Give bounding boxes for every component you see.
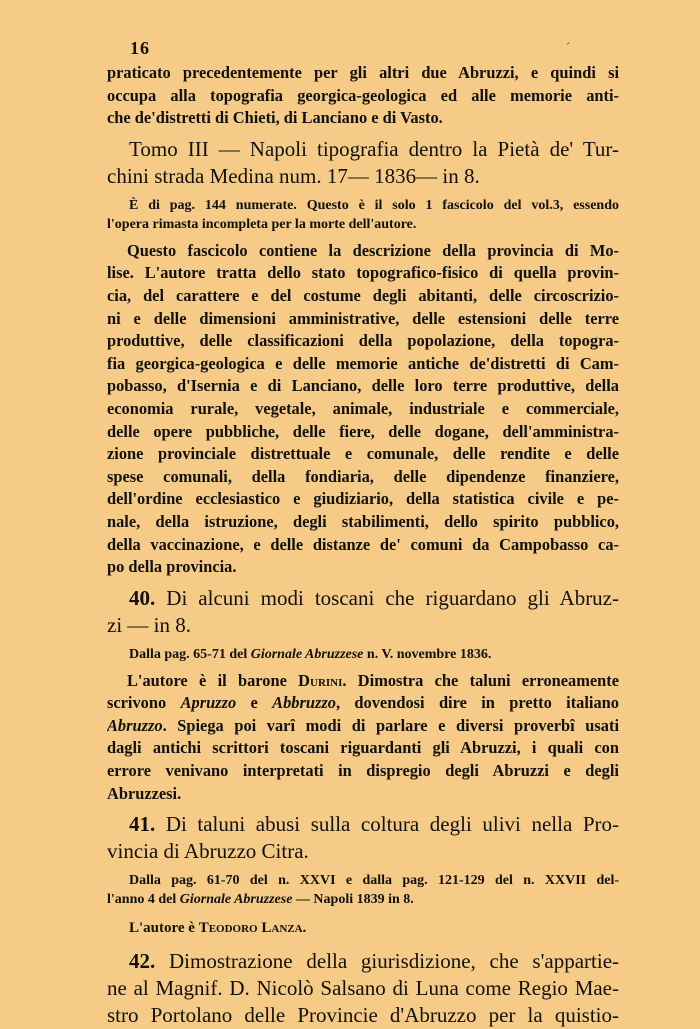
italic-word: Abbruzzo	[272, 693, 336, 713]
author-name: Teodoro Lanza	[198, 920, 303, 937]
entry-number: 41.	[129, 812, 156, 837]
note-line: Dalla pag. 61-70 del n. XXVI e dalla pag. 121-129 del n. XXVII del-	[129, 873, 619, 889]
entry-40-paragraph	[107, 670, 619, 806]
heading-text: Di taluni abusi sulla coltura degli ulivi nella Pro-	[165, 812, 619, 837]
heading-line: vincia di Abruzzo Citra.	[107, 839, 309, 864]
text-span: . Dimostra che taluni erroneamente	[342, 670, 619, 690]
italic-word: Apruzzo	[180, 693, 237, 713]
text-line: occupa alla topografia georgica-geologica ed alle memorie anti-	[107, 85, 619, 105]
note-text: n. V. novembre 1836.	[363, 646, 492, 662]
heading-text: Di alcuni modi toscani che riguardano gli Abruz-	[166, 585, 619, 610]
text-span: e	[236, 693, 273, 713]
text-line: produttive, delle classificazioni della popolazione, della topogra-	[107, 331, 619, 351]
text-line: zione provinciale distrettuale e comunale, delle rendite e delle	[107, 444, 619, 464]
text-line: ni e delle dimensioni amministrative, delle estensioni delle terre	[107, 308, 619, 328]
page-number: 16	[130, 38, 150, 58]
journal-title: Giornale Abruzzese	[250, 646, 364, 662]
heading-line	[107, 948, 619, 975]
note-line: l'opera rimasta incompleta per la morte dell'autore.	[107, 216, 417, 232]
text-line: dagli antichi scrittori toscani riguardanti gli Abruzzi, i quali con	[107, 738, 619, 758]
entry-40-heading	[107, 585, 619, 639]
note-text: l'anno 4 del	[107, 892, 180, 908]
text-line: lise. L'autore tratta dello stato topografico-fisico di quella provin-	[107, 263, 619, 283]
note-text: Dalla pag. 65-71 del	[129, 646, 251, 662]
italic-word: Abruzzo	[107, 715, 163, 735]
heading-line	[107, 811, 619, 838]
text-line: della vaccinazione, e delle distanze de' comuni da Campobasso ca-	[107, 534, 619, 554]
text-line: economia rurale, vegetale, animale, industriale e commerciale,	[107, 398, 619, 418]
text-span: , dovendosi dire in pretto italiano	[335, 693, 619, 713]
text-line: nale, della istruzione, degli stabilimenti, dello spirito pubblico,	[107, 511, 619, 531]
entry-41-note	[107, 871, 619, 909]
entry-41-heading	[107, 811, 619, 865]
tomo-heading	[107, 136, 619, 190]
journal-title: Giornale Abruzzese	[179, 892, 293, 908]
text-line: Abruzzesi.	[107, 783, 182, 803]
text-line: fia georgica-geologica e delle memorie antiche de'distretti di Cam-	[107, 353, 619, 373]
note-line	[107, 890, 619, 909]
text-span: L'autore è il barone	[127, 670, 299, 690]
entry-number: 42.	[129, 949, 156, 974]
text-line: pobasso, d'Isernia e di Lanciano, delle loro terre produttive, della	[107, 376, 619, 396]
text-line: che de'distretti di Chieti, di Lanciano e di Vasto.	[107, 108, 443, 128]
text-line	[107, 715, 619, 738]
intro-paragraph	[107, 62, 619, 130]
text-line	[107, 670, 619, 693]
text-line: delle opere pubbliche, delle fiere, delle dogane, dell'amministra-	[107, 421, 619, 441]
text-line	[107, 692, 619, 715]
text-line	[107, 919, 619, 938]
heading-line	[107, 585, 619, 612]
note-line	[107, 645, 619, 664]
entry-42-heading	[107, 948, 619, 1029]
text-line: praticato precedentemente per gli altri due Abruzzi, e quindi si	[107, 63, 619, 82]
tomo-note	[107, 196, 619, 234]
heading-line: Tomo III — Napoli tipografia dentro la Pietà de' Tur-	[129, 136, 619, 161]
text-line: Questo fascicolo contiene la descrizione della provincia di Mo-	[127, 240, 619, 260]
text-span: scrivono	[107, 693, 181, 713]
text-line: errore venivano interpretati in dispregio degli Abruzzi e degli	[107, 761, 619, 781]
text-line: cia, del carattere e del costume degli abitanti, delle circoscrizio-	[107, 285, 619, 305]
page-content	[107, 62, 619, 1029]
entry-41-author	[107, 919, 619, 938]
heading-line: chini strada Medina num. 17— 1836— in 8.	[107, 163, 480, 188]
fascicolo-paragraph	[107, 240, 619, 579]
entry-number: 40.	[129, 585, 156, 610]
entry-40-note	[107, 645, 619, 664]
text-span: .	[302, 920, 307, 937]
author-name: Durini	[298, 670, 343, 690]
text-line: spese comunali, della fondiaria, delle dipendenze finanziere,	[107, 466, 619, 486]
heading-line: ne al Magnif. D. Nicolò Salsano di Luna come Regio Mae-	[107, 976, 619, 1001]
note-text: — Napoli 1839 in 8.	[292, 892, 414, 908]
text-line: dell'ordine ecclesiastico e giudiziario, della statistica civile e pe-	[107, 489, 619, 509]
heading-line: zi — in 8.	[107, 612, 191, 637]
heading-text: Dimostrazione della giurisdizione, che s'appartie-	[169, 949, 619, 974]
text-span: . Spiega poi varî modi di parlare e diversi proverbî usati	[162, 715, 619, 735]
text-span: L'autore è	[129, 920, 199, 937]
note-line: È di pag. 144 numerate. Questo è il solo 1 fascicolo del vol.3, essendo	[129, 197, 619, 213]
heading-line: stro Portolano delle Provincie d'Abruzzo per la quistio-	[107, 1003, 619, 1028]
text-line: po della provincia.	[107, 557, 237, 577]
stray-mark: ´	[566, 40, 570, 54]
